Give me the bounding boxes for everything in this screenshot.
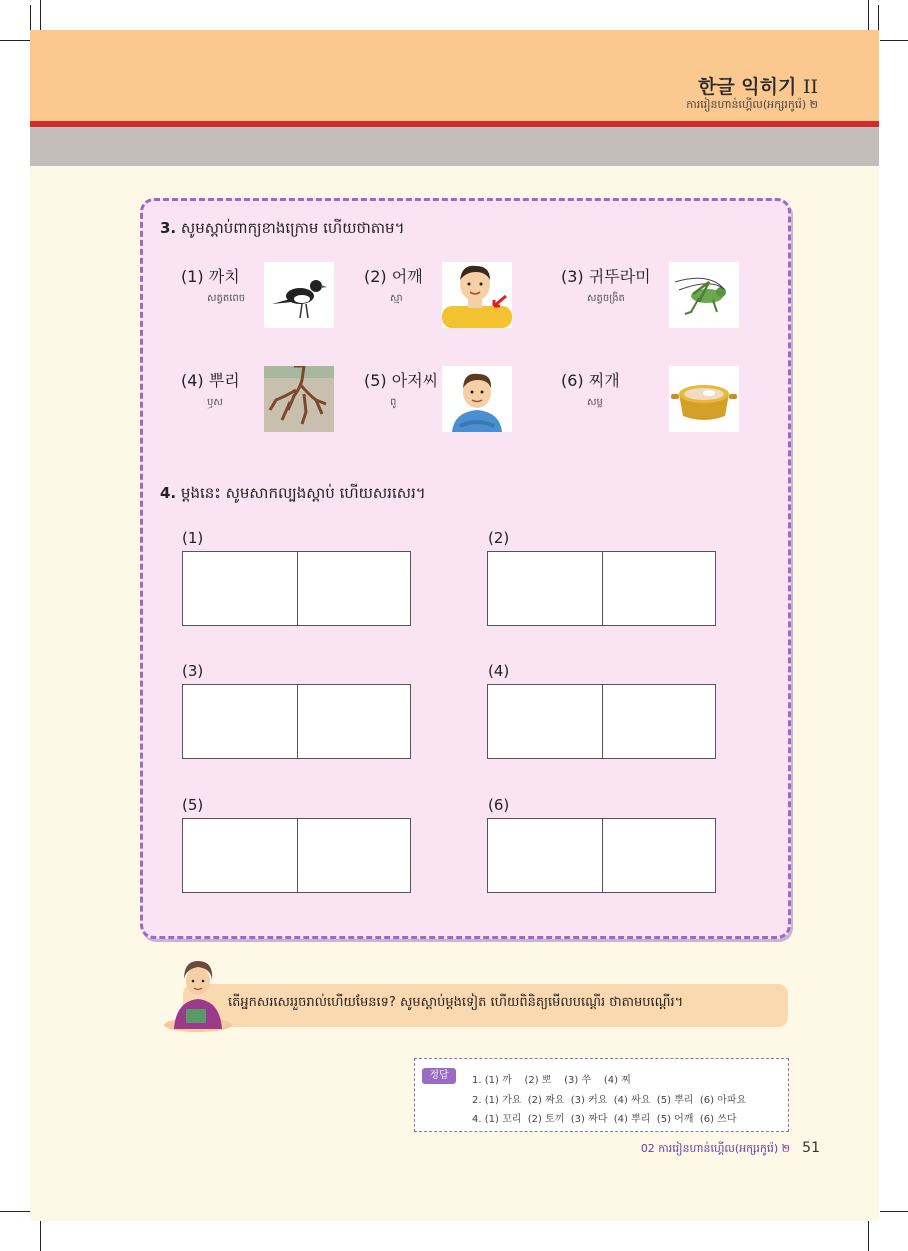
box-5-label: (5) (182, 796, 204, 814)
answer-cell-right[interactable] (297, 819, 411, 892)
box-6-label: (6) (488, 796, 510, 814)
box-1-label: (1) (182, 529, 204, 547)
page-number: 51 (802, 1140, 820, 1156)
answer-box-3[interactable] (182, 684, 411, 759)
cricket-icon (669, 262, 739, 328)
answer-line-1: 1. (1) 까 (2) 뽀 (3) 쑤 (4) 찌 (472, 1075, 631, 1086)
answer-box-6[interactable] (487, 818, 716, 893)
tip-text: តើអ្នកសរសេររួចរាល់ហើយមែនទេ? សូមស្ដាប់ម្ដងទៀត ហើយពិនិត្យមើលបណ្ដើរ ថាតាមបណ្ដើរ។ (228, 995, 684, 1010)
crop-mark (878, 5, 879, 30)
answer-cell-right[interactable] (602, 685, 716, 758)
answer-line-2: 2. (1) 가요 (2) 짜요 (3) 커요 (4) 싸요 (5) 뿌리 (6) 아파요 (472, 1095, 747, 1106)
root-icon (264, 366, 334, 432)
teacher-avatar (160, 955, 238, 1033)
item-2-khmer: ស្មា (390, 293, 403, 304)
answer-cell-right[interactable] (297, 685, 411, 758)
answer-box-1[interactable] (182, 551, 411, 626)
section3-title: 3. សូមស្ដាប់ពាក្យខាងក្រោម ហើយថាតាម។ (160, 219, 405, 237)
answer-cell-left[interactable] (488, 685, 601, 758)
box-4-label: (4) (488, 662, 510, 680)
item-5-label: (5) 아저씨 (364, 371, 439, 390)
item-1-label: (1) 까치 (181, 267, 240, 286)
answer-cell-right[interactable] (602, 819, 716, 892)
answer-box-2[interactable] (487, 551, 716, 626)
shoulder-icon (442, 262, 512, 328)
item-3-label: (3) 귀뚜라미 (561, 267, 651, 286)
crop-mark (0, 40, 30, 41)
box-2-label: (2) (488, 529, 510, 547)
answer-cell-left[interactable] (488, 552, 601, 625)
footer-text: 02 ការរៀនហាន់ហ្គើល(អក្សរកូរ៉េ) ២ (640, 1142, 790, 1155)
item-2-label: (2) 어깨 (364, 267, 423, 286)
item-6-khmer: សម្ល (587, 397, 603, 408)
man-icon (442, 366, 512, 432)
item-6-label: (6) 찌개 (561, 371, 620, 390)
item-3-khmer: សត្វចង្រិត (587, 293, 625, 304)
answer-cell-left[interactable] (183, 819, 296, 892)
answer-cell-left[interactable] (183, 685, 296, 758)
section4-title: 4. ម្ដងនេះ សូមសាកល្បងស្ដាប់ ហើយសរសេរ។ (160, 484, 426, 502)
item-5-khmer: ពូ (390, 397, 397, 408)
item-1-khmer: សត្វតពេច (207, 293, 246, 304)
answer-box-5[interactable] (182, 818, 411, 893)
crop-mark (880, 40, 908, 41)
page-title: 한글 익히기 II (697, 76, 818, 98)
crop-mark (0, 1211, 30, 1212)
item-4-label: (4) 뿌리 (181, 371, 240, 390)
answer-cell-right[interactable] (297, 552, 411, 625)
answer-cell-left[interactable] (488, 819, 601, 892)
answer-cell-left[interactable] (183, 552, 296, 625)
answer-key-badge: 정답 (422, 1068, 456, 1084)
box-3-label: (3) (182, 662, 204, 680)
item-4-khmer: ឫស (207, 397, 223, 408)
crop-mark (30, 5, 31, 30)
answer-box-4[interactable] (487, 684, 716, 759)
page-subtitle: ការរៀនហាន់ហ្គើល(អក្សរកូរ៉េ) ២ (686, 98, 818, 111)
stew-pot-icon (669, 366, 739, 432)
answer-cell-right[interactable] (602, 552, 716, 625)
answer-line-3: 4. (1) 꼬리 (2) 토끼 (3) 짜다 (4) 뿌리 (5) 어깨 (6) 쓰다 (472, 1114, 737, 1125)
grey-band (30, 127, 879, 166)
crop-mark (880, 1211, 908, 1212)
magpie-icon (264, 262, 334, 328)
